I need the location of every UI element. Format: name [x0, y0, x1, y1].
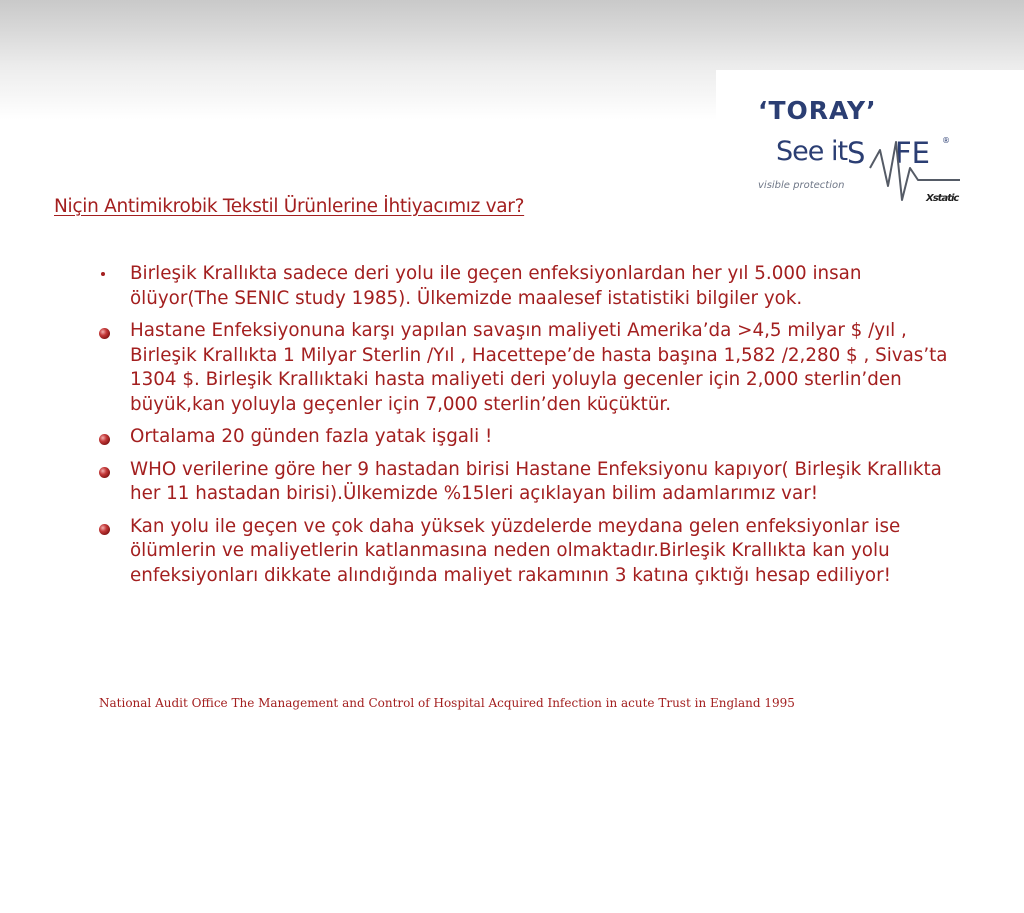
bullet-text: Kan yolu ile geçen ve çok daha yüksek yüzdelerde meydana gelen enfeksiyonlar ise ölümlerin ve maliyetlerin katlanmasına neden olmaktadır.Birleşik Krallıkta kan yolu enfeksiyonları dikkate alındığında maliyet rakamının 3 katına çıktığı hesap ediliyor! [130, 515, 901, 586]
bullet-text: WHO verilerine göre her 9 hastadan birisi Hastane Enfeksiyonu kapıyor( Birleşik Krallıkta her 11 hastadan birisi).Ülkemizde %15leri açıklayan bilim adamlarımız var! [130, 458, 942, 504]
bullet-ball-icon [99, 467, 110, 478]
bullet-list [98, 262, 958, 596]
bullet-text: Birleşik Krallıkta sadece deri yolu ile geçen enfeksiyonlardan her yıl 5.000 insan ölüyor(The SENIC study 1985). Ülkemizde maalesef istatistiki bilgiler yok. [130, 263, 862, 309]
bullet-text: Ortalama 20 günden fazla yatak işgali ! [130, 426, 493, 447]
bullet-item [98, 262, 958, 311]
bullet-item [98, 458, 958, 507]
slide-title: Niçin Antimikrobik Tekstil Ürünlerine İhtiyacımız var? [54, 196, 525, 217]
bullet-ball-icon [99, 328, 110, 339]
safe-fe-letters: FE [895, 136, 931, 170]
see-it-text: See it [776, 136, 848, 167]
source-footnote: National Audit Office The Management and Control of Hospital Acquired Infection in acute Trust in England 1995 [99, 696, 795, 710]
safe-s-letter: S [847, 136, 866, 170]
bullet-item [98, 515, 958, 589]
bullet-ball-icon [99, 434, 110, 445]
registered-mark: ® [942, 136, 950, 145]
bullet-item [98, 425, 958, 450]
xstatic-logo: Xstatic [926, 193, 959, 204]
bullet-ball-icon [99, 524, 110, 535]
bullet-dot-icon [101, 272, 105, 276]
bullet-item [98, 319, 958, 417]
toray-logo-text: ‘TORAY’ [758, 96, 877, 125]
bullet-text: Hastane Enfeksiyonuna karşı yapılan savaşın maliyeti Amerika’da >4,5 milyar $ /yıl , Birleşik Krallıkta 1 Milyar Sterlin /Yıl , Hacettepe’de hasta başına 1,582 /2,280 $ , Sivas’ta 1304 $. Birleşik Krallıktaki hasta maliyeti deri yoluyla gecenler için 2,000 sterlin’den büyük,kan yoluyla geçenler için 7,000 sterlin’den küçüktür. [130, 320, 948, 415]
logo-tagline: visible protection [758, 180, 845, 191]
